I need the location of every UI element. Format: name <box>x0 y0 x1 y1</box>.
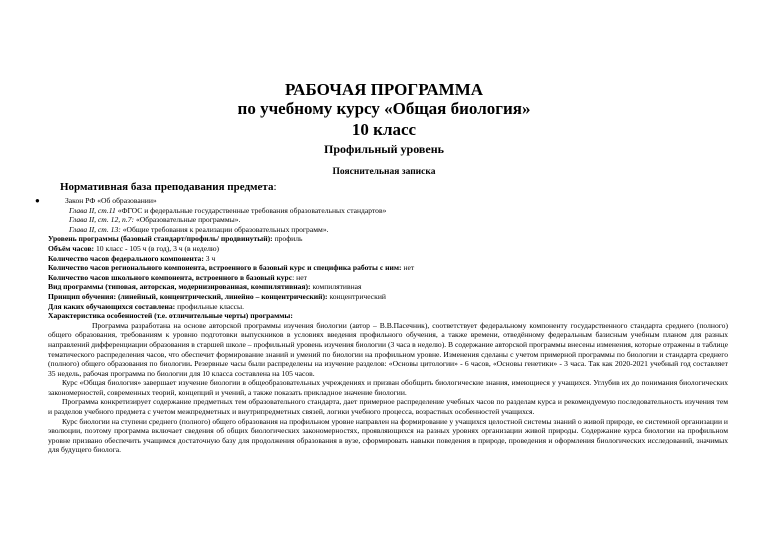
field-value: компилятивная <box>312 282 362 292</box>
normative-basis-colon: : <box>273 181 277 193</box>
field-value: профильные классы. <box>177 301 245 311</box>
normative-basis-heading <box>60 181 277 194</box>
field-value: 3 ч <box>205 253 216 263</box>
course-title: по учебному курсу «Общая биология» <box>237 99 531 118</box>
law-item-ref: Глава II, ст.11 <box>69 205 118 215</box>
field-federal-hours <box>48 254 728 264</box>
law-item <box>48 206 728 216</box>
law-item-text: «Образовательные программы». <box>135 215 241 225</box>
field-program-level <box>48 234 728 244</box>
document-body <box>35 196 728 455</box>
document-title: РАБОЧАЯ ПРОГРАММА <box>284 80 484 99</box>
field-label: Для каких обучающихся составлена: <box>48 301 178 311</box>
field-label: Принцип обучения: (линейный, концентрический, линейно – концентрический): <box>48 291 330 301</box>
field-label: Уровень программы (базовый стандарт/профиль/ продвинутый): <box>48 234 275 244</box>
paragraph-text: Программа разработана на основе авторской программы изучения биологии (автор – В.В.Пасечник), соответствует федеральному компоненту государственного стандарта среднего (полного) общего образования, требованиям к уровню подготовки выпускников в условиях введения профильного обучения, а также времени, отведённому федеральным базисным учебным планом для разных направлений дифференциации образования в старшей школе – профильный уровень изучения биологии (3 часа в неделю). В содержание авторской программы внесены изменения, которые отражены в таблице тематического распределения часов, что обеспечит формирование знаний и умений по биологии на профильном уровне. Изменения сделаны с учетом примерной программы по биологии и стандарта среднего (полного) общего образования по биологии <box>48 320 728 369</box>
law-item-ref: Глава II, ст. 12, п.7: <box>69 215 136 225</box>
law-item-text: «Общие требования к реализации образовательных программ». <box>122 224 329 234</box>
section-title: Пояснительная записка <box>332 167 436 177</box>
field-value: 10 класс - 105 ч (в год), 3 ч (в неделю) <box>95 243 220 253</box>
field-label: Количество часов федерального компонента: <box>48 253 206 263</box>
law-bullet <box>35 196 728 206</box>
field-school-hours <box>48 273 728 283</box>
paragraph-text-rest: Резервные часы были распределены на изучение разделов: «Основы цитологии» - 6 часов, «Основы генетики» - 3 часа. Так как 2020-2021 учебный год составляет 35 недель, рабочая программа по биологии для 10 класса составлена на 105 часов. <box>48 359 728 378</box>
field-target-students <box>48 302 728 312</box>
field-learning-principle <box>48 292 728 302</box>
level-title: Профильный уровень <box>324 142 444 156</box>
paragraph-program-content: Программа конкретизирует содержание предметных тем образовательного стандарта, дает примерное распределение учебных часов по разделам курса и рекомендуемую последовательность изучения тем и разделов учебного предмета с учетом межпредметных и внутрипредметных связей, логики учебного процесса, возрастных особенностей учащихся. <box>48 397 728 417</box>
field-regional-hours <box>48 263 728 273</box>
field-label: Вид программы (типовая, авторская, модернизированная, компилятивная): <box>48 282 313 292</box>
paragraph-course-goals: Курс биологии на ступени среднего (полного) общего образования на профильном уровне направлен на формирование у учащихся целостной системы знаний о живой природе, ее системной организации и эволюции, поэтому программа включает сведения об общих биологических закономерностях, проявляющихся на разных уровнях организации живой природы. Содержание курса биологии на профильном уровне призвано обеспечить учащимся достаточную базу для продолжения образования в вузе, сформировать навыки поведения в природе, проведения и оформления биологических исследований, значимых для будущего биолога. <box>48 416 728 455</box>
field-program-type <box>48 282 728 292</box>
paragraph-course-summary: Курс «Общая биология» завершает изучение биологии в общеобразовательных учреждениях и призван обобщить биологические знания, имеющиеся у учащихся. Углубив их до понимания биологических закономерностей, современных теорий, концепций и учений, а также показать прикладное значение биологии. <box>48 378 728 397</box>
field-program-features <box>48 311 728 321</box>
law-item <box>48 225 728 235</box>
paragraph-program-basis <box>48 321 728 379</box>
grade-title: 10 класс <box>351 120 417 139</box>
field-label: Количество часов школьного компонента, встроенного в базовый курс <box>48 272 293 282</box>
field-value: профиль <box>274 234 303 244</box>
field-label: Объём часов: <box>48 243 96 253</box>
field-label: Количество часов регионального компонента, встроенного в базовый курс и специфика работы с ним: <box>48 263 404 273</box>
field-value: : нет <box>292 272 307 282</box>
field-label: Характеристика особенностей (т.е. отличительные черты) программы: <box>48 311 293 321</box>
law-item <box>48 215 728 225</box>
law-item-ref: Глава II, ст. 13: <box>69 224 123 234</box>
field-value: нет <box>403 263 415 273</box>
law-title: Закон РФ «Об образовании» <box>65 196 157 205</box>
field-hours-volume <box>48 244 728 254</box>
bullet-icon: ● <box>35 196 40 205</box>
paragraph-bold-dot: . <box>190 359 192 369</box>
field-value: концентрический <box>329 291 386 301</box>
normative-basis-label: Нормативная база преподавания предмета <box>60 181 274 193</box>
law-item-text: «ФГОС и федеральные государственные требования образовательных стандартов» <box>117 205 387 215</box>
